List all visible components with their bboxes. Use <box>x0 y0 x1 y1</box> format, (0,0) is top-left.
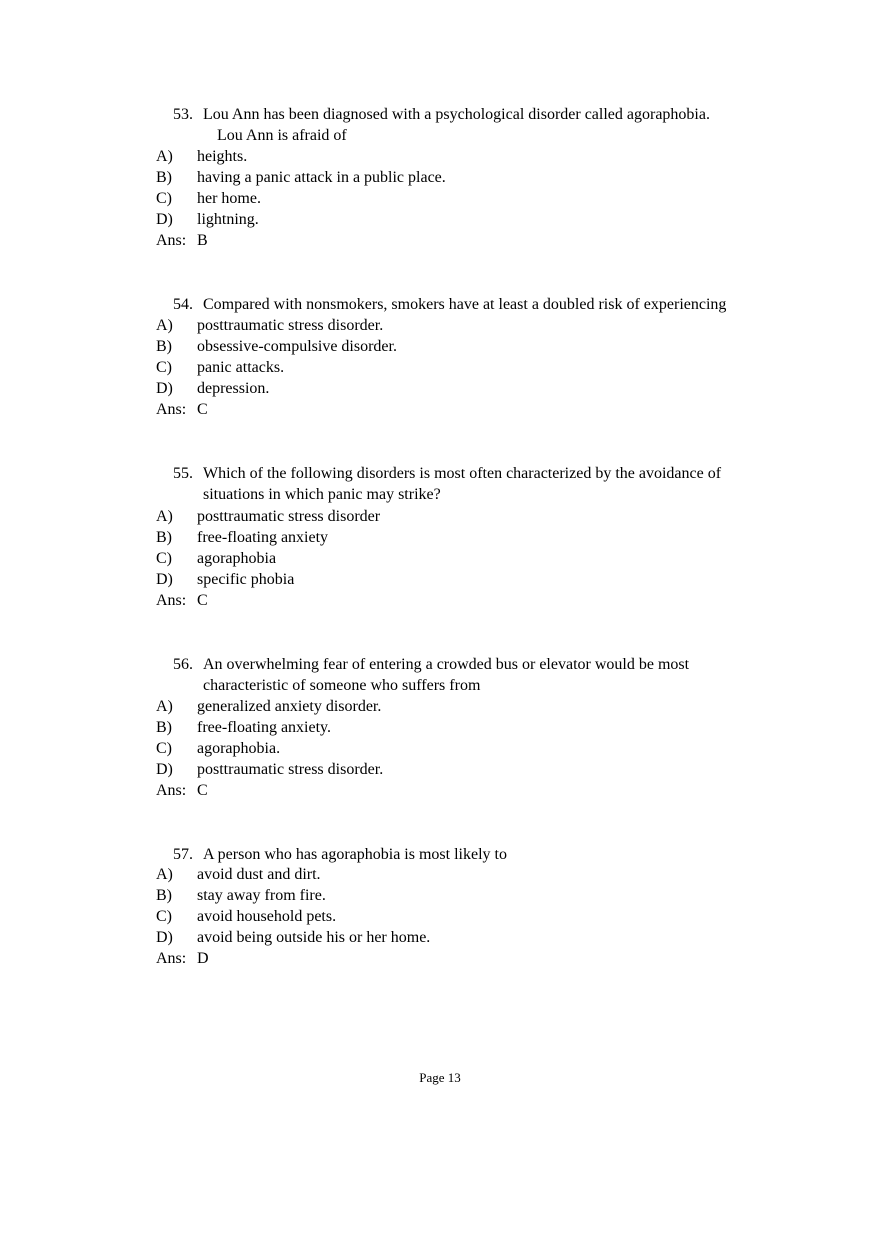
option-text: agoraphobia <box>197 550 277 567</box>
option-text: avoid household pets. <box>197 908 337 925</box>
option-letter: A) <box>156 148 173 165</box>
answer-value: B <box>197 232 208 249</box>
option-letter: C) <box>156 359 172 376</box>
option-letter: B) <box>156 529 172 546</box>
question-stem-line: Compared with nonsmokers, smokers have at least a doubled risk of experiencing <box>203 296 727 313</box>
option-text: avoid dust and dirt. <box>197 866 321 883</box>
option-letter: C) <box>156 740 172 757</box>
option-letter: D) <box>156 211 173 228</box>
answer-label: Ans: <box>156 782 187 799</box>
question-number: 54. <box>173 296 193 313</box>
option-text: avoid being outside his or her home. <box>197 929 431 946</box>
option-text: free-floating anxiety. <box>197 719 332 736</box>
question-stem-line: Which of the following disorders is most often characterized by the avoidance of <box>203 465 722 482</box>
answer-value: C <box>197 592 208 609</box>
option-text: free-floating anxiety <box>197 529 329 546</box>
answer-label: Ans: <box>156 232 187 249</box>
option-letter: C) <box>156 550 172 567</box>
option-text: specific phobia <box>197 571 295 588</box>
option-letter: A) <box>156 698 173 715</box>
option-letter: D) <box>156 929 173 946</box>
option-letter: D) <box>156 761 173 778</box>
option-letter: C) <box>156 908 172 925</box>
option-text: posttraumatic stress disorder <box>197 508 381 525</box>
option-text: lightning. <box>197 211 259 228</box>
option-letter: A) <box>156 508 173 525</box>
option-text: agoraphobia. <box>197 740 281 757</box>
answer-label: Ans: <box>156 592 187 609</box>
option-letter: D) <box>156 380 173 397</box>
question-number: 57. <box>173 846 193 863</box>
page-number: Page 13 <box>419 1070 461 1085</box>
answer-label: Ans: <box>156 401 187 418</box>
option-text: generalized anxiety disorder. <box>197 698 382 715</box>
answer-value: D <box>197 950 209 967</box>
question-stem-line: Lou Ann is afraid of <box>217 127 347 144</box>
option-letter: C) <box>156 190 172 207</box>
option-text: her home. <box>197 190 261 207</box>
option-letter: B) <box>156 719 172 736</box>
option-text: depression. <box>197 380 270 397</box>
option-text: posttraumatic stress disorder. <box>197 317 384 334</box>
option-letter: A) <box>156 866 173 883</box>
option-text: having a panic attack in a public place. <box>197 169 446 186</box>
answer-value: C <box>197 401 208 418</box>
question-stem-line: situations in which panic may strike? <box>203 486 441 503</box>
option-text: posttraumatic stress disorder. <box>197 761 384 778</box>
question-stem-line: An overwhelming fear of entering a crowded bus or elevator would be most <box>203 656 690 673</box>
option-text: panic attacks. <box>197 359 285 376</box>
question-number: 53. <box>173 106 193 123</box>
option-letter: B) <box>156 169 172 186</box>
answer-value: C <box>197 782 208 799</box>
question-number: 55. <box>173 465 193 482</box>
question-stem-line: A person who has agoraphobia is most likely to <box>203 846 507 863</box>
question-stem-line: Lou Ann has been diagnosed with a psychological disorder called agoraphobia. <box>203 106 710 123</box>
question-stem-line: characteristic of someone who suffers from <box>203 677 481 694</box>
option-text: stay away from fire. <box>197 887 326 904</box>
question-number: 56. <box>173 656 193 673</box>
option-text: heights. <box>197 148 248 165</box>
option-letter: B) <box>156 338 172 355</box>
option-text: obsessive-compulsive disorder. <box>197 338 397 355</box>
answer-label: Ans: <box>156 950 187 967</box>
option-letter: A) <box>156 317 173 334</box>
option-letter: B) <box>156 887 172 904</box>
option-letter: D) <box>156 571 173 588</box>
